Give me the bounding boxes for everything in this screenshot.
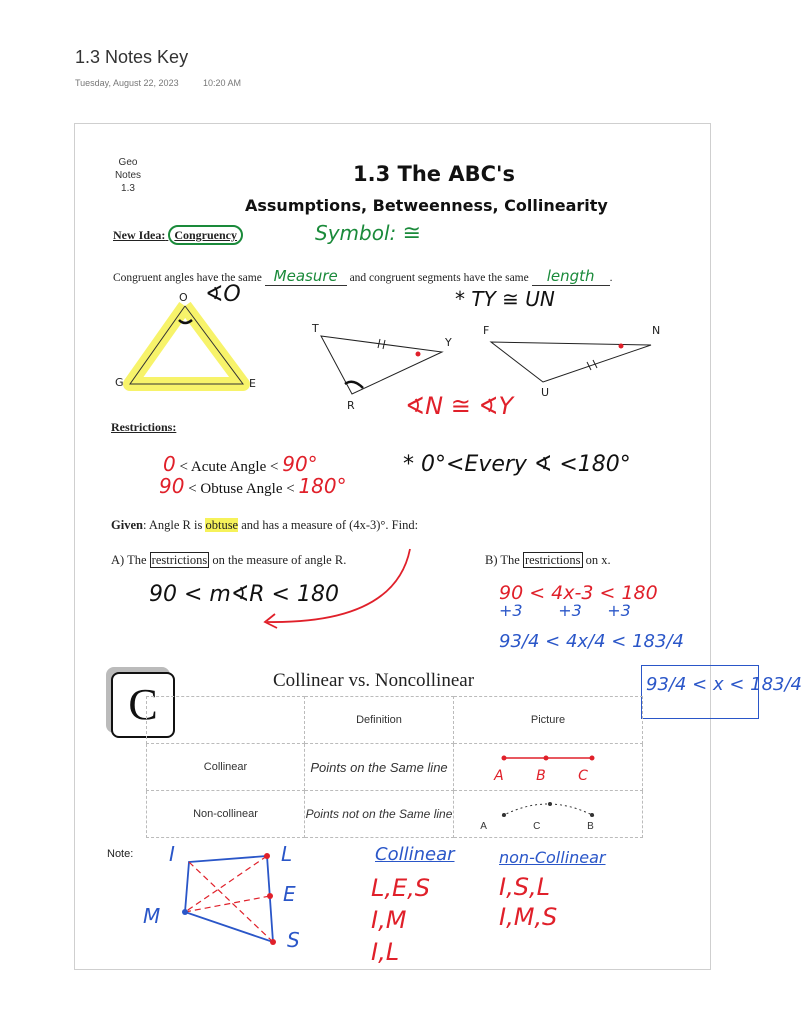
noncollinear-list-heading: non-Collinear: [499, 848, 606, 867]
collinear-list-heading: Collinear: [375, 844, 455, 865]
note-date: Tuesday, August 22, 2023: [75, 78, 179, 88]
definition-noncollinear: Points not on the Same line: [305, 791, 454, 838]
table-row: [147, 744, 643, 791]
vertex-n-label: N: [652, 324, 661, 337]
given-statement: Given: Angle R is obtuse and has a measure of (4x-3)°. Find:: [111, 518, 419, 532]
noncollinear-point-labels: A C B: [480, 821, 616, 832]
part-a-answer: 90 < m∢R < 180: [149, 582, 339, 607]
list-item: I,M,S: [499, 903, 558, 931]
list-item: I,L: [371, 938, 400, 966]
point-m-label: M: [143, 904, 161, 928]
point-l-label: L: [281, 842, 293, 866]
vertex-r-label: R: [347, 399, 355, 412]
list-item: I,M: [371, 906, 407, 934]
length-answer: length: [546, 267, 595, 285]
every-angle-handwritten: * 0°<Every ∢ <180°: [403, 452, 631, 477]
symbol-handwritten: Symbol: ≅: [315, 221, 422, 246]
list-item: I,S,L: [499, 873, 550, 901]
vertex-u-label: U: [541, 386, 550, 399]
course-label: Geo Notes 1.3: [114, 157, 142, 194]
part-b-line1: 90 < 4x-3 < 180: [499, 582, 658, 604]
worksheet-page: [74, 123, 802, 970]
part-b-final-answer: 93/4 < x < 183/4: [641, 665, 759, 719]
section-c-badge: C: [111, 672, 175, 738]
obtuse-restriction: 90 < Obtuse Angle < 180°: [159, 474, 347, 498]
part-a-question: A) The restrictions on the measure of angle R.: [111, 553, 347, 567]
part-b-question: B) The restrictions on x.: [485, 553, 611, 567]
vertex-y-label: Y: [445, 336, 452, 349]
vertex-o-label: O: [179, 291, 188, 304]
arrow-annotation: [255, 544, 415, 634]
note-time: 10:20 AM: [203, 78, 242, 88]
segment-congruence-handwritten: * TY ≅ UN: [455, 287, 555, 311]
part-b-line2: +3 +3 +3: [499, 601, 631, 620]
new-idea-line: New Idea: Congruency: [113, 228, 243, 243]
header-definition: Definition: [305, 697, 454, 744]
table-corner: [147, 697, 305, 744]
vertex-g-label: G: [115, 376, 124, 389]
angle-o-handwritten: ∢O: [205, 282, 241, 307]
acute-restriction: 0 < Acute Angle < 90°: [163, 452, 318, 476]
picture-noncollinear: [454, 791, 643, 838]
point-e-label: E: [283, 882, 296, 906]
point-s-label: S: [287, 928, 300, 952]
row-label-collinear: Collinear: [147, 744, 305, 791]
table-row: [147, 791, 643, 838]
angle-ny-handwritten: ∢N ≅ ∢Y: [405, 392, 514, 420]
point-i-label: I: [169, 842, 175, 866]
collinear-list: [371, 872, 430, 968]
restrictions-label: Restrictions:: [111, 420, 177, 434]
collinear-points-line: [498, 751, 598, 765]
note-label: Note:: [107, 848, 134, 860]
measure-answer: Measure: [273, 267, 338, 285]
vertex-f-label: F: [483, 324, 490, 337]
noncollinear-list: [499, 872, 557, 932]
vertex-e-label: E: [249, 377, 256, 390]
vertex-t-label: T: [312, 322, 319, 335]
part-b-line3: 93/4 < 4x/4 < 183/4: [499, 631, 684, 652]
list-item: L,E,S: [371, 874, 431, 902]
picture-collinear: [454, 744, 643, 791]
row-label-noncollinear: Non-collinear: [147, 791, 305, 838]
congruency-term: Congruency: [168, 225, 243, 245]
noncollinear-points: [498, 796, 598, 818]
worksheet-subtitle: Assumptions, Betweenness, Collinearity: [245, 196, 608, 215]
worksheet-title: 1.3 The ABC's: [353, 162, 515, 186]
collinear-title: Collinear vs. Noncollinear: [273, 670, 475, 691]
obtuse-highlight: obtuse: [205, 518, 239, 532]
definition-collinear: Points on the Same line: [305, 744, 454, 791]
collinear-point-labels: A B C: [494, 767, 602, 784]
congruent-sentence: Congruent angles have the same Measure and congruent segments have the same length .: [113, 267, 613, 285]
collinear-table: [146, 696, 643, 838]
header-picture: Picture: [454, 697, 643, 744]
note-title: 1.3 Notes Key: [75, 47, 189, 67]
